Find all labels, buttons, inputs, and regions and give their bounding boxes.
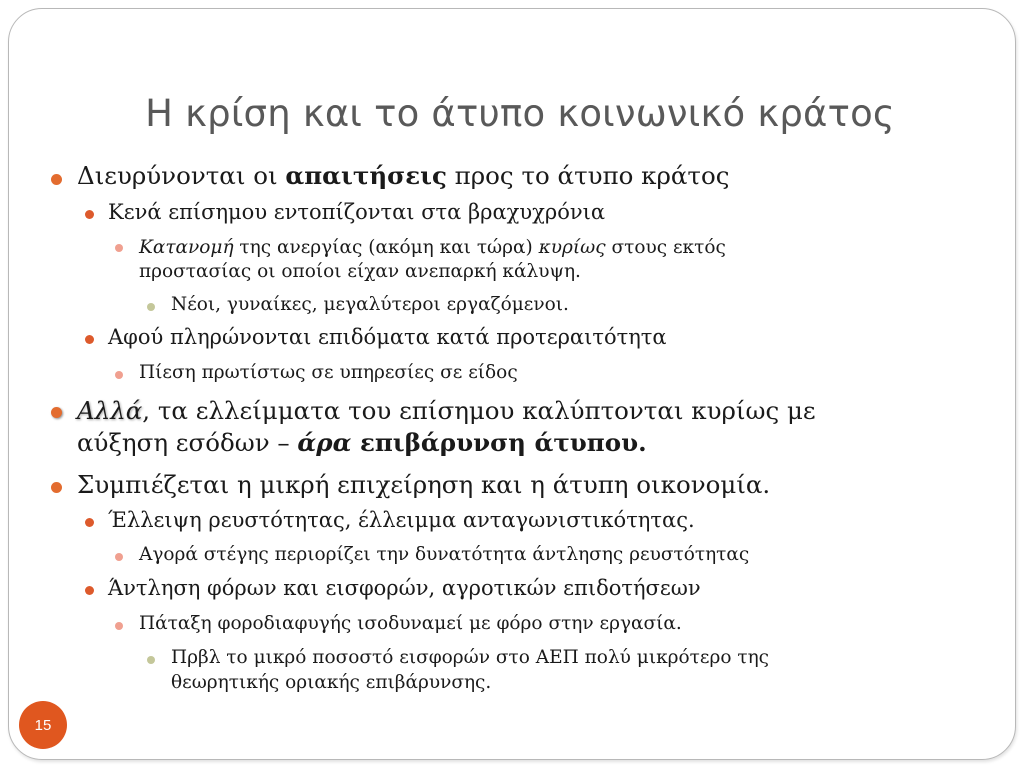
bullet-text-l2: Αφού πληρώνονται επιδόματα κατά προτεραιτότητα <box>108 325 667 349</box>
bullet-text-l2: Έλλειψη ρευστότητας, έλλειμμα ανταγωνιστικότητας. <box>108 508 695 532</box>
bullet-l4-icon <box>147 656 155 664</box>
bullet-text-l3 <box>139 236 726 284</box>
bullet-text-l4 <box>171 645 769 695</box>
bullet-text-l4: Νέοι, γυναίκες, μεγαλύτεροι εργαζόμενοι. <box>171 294 569 315</box>
bullet-text-l2: Άντληση φόρων και εισφορών, αγροτικών επιδοτήσεων <box>108 576 701 600</box>
bullet-l2-icon <box>85 335 94 344</box>
bullet-text-part: αύξηση εσόδων – <box>77 428 298 457</box>
bullet-l3-icon <box>115 553 123 561</box>
page-number-badge <box>19 701 67 749</box>
bullet-l4-icon <box>147 303 155 311</box>
bullet-text-part: στους εκτός <box>605 237 726 258</box>
bullet-bold-italic-text: άρα <box>297 428 352 457</box>
bullet-bold-text: απαιτήσεις <box>285 161 447 190</box>
bullet-text-part: Πρβλ το μικρό ποσοστό εισφορών στο ΑΕΠ πολύ μικρότερο της <box>171 647 770 668</box>
bullet-text-part: προς το άτυπο κράτος <box>446 161 730 190</box>
bullet-text-l1 <box>77 161 729 190</box>
bullet-l3-icon <box>115 622 123 630</box>
bullet-l2-icon <box>85 586 94 595</box>
bullet-italic-shadow-text: Αλλά <box>77 396 143 425</box>
bullet-l3-icon <box>115 244 123 252</box>
bullet-text-l3: Πίεση πρωτίστως σε υπηρεσίες σε είδος <box>139 362 518 383</box>
bullet-text-line2 <box>77 427 816 459</box>
bullet-text-l3: Αγορά στέγης περιορίζει την δυνατότητα άντλησης ρευστότητας <box>139 544 750 565</box>
bullet-text-l1 <box>77 395 816 459</box>
bullet-text-line2: προστασίας οι οποίοι είχαν ανεπαρκή κάλυψη. <box>139 261 581 282</box>
bullet-text-l2: Κενά επίσημου εντοπίζονται στα βραχυχρόνια <box>108 200 606 224</box>
bullet-text-part: Διευρύνονται οι <box>77 161 286 190</box>
bullet-text-line2: θεωρητικής οριακής επιβάρυνσης. <box>171 672 492 693</box>
bullet-l2-icon <box>85 518 94 527</box>
bullet-l1-icon <box>51 407 62 418</box>
bullet-text-part: , τα ελλείμματα του επίσημου καλύπτονται κυρίως με <box>142 396 816 425</box>
bullet-italic-text: κυρίως <box>538 237 606 258</box>
bullet-l1-icon <box>51 174 62 185</box>
page-number: 15 <box>34 716 52 734</box>
bullet-text-part: της ανεργίας (ακόμη και τώρα) <box>233 237 539 258</box>
slide-title: Η κρίση και το άτυπο κοινωνικό κράτος <box>145 92 895 135</box>
bullet-text-l3: Πάταξη φοροδιαφυγής ισοδυναμεί με φόρο στην εργασία. <box>139 613 682 634</box>
bullet-l3-icon <box>115 371 123 379</box>
bullet-l1-icon <box>51 482 62 493</box>
bullet-l2-icon <box>85 210 94 219</box>
bullet-italic-text: Κατανομή <box>139 237 234 258</box>
bullet-text-l1: Συμπιέζεται η μικρή επιχείρηση και η άτυπη οικονομία. <box>77 470 771 499</box>
bullet-bold-text: επιβάρυνση άτυπου. <box>351 428 647 457</box>
